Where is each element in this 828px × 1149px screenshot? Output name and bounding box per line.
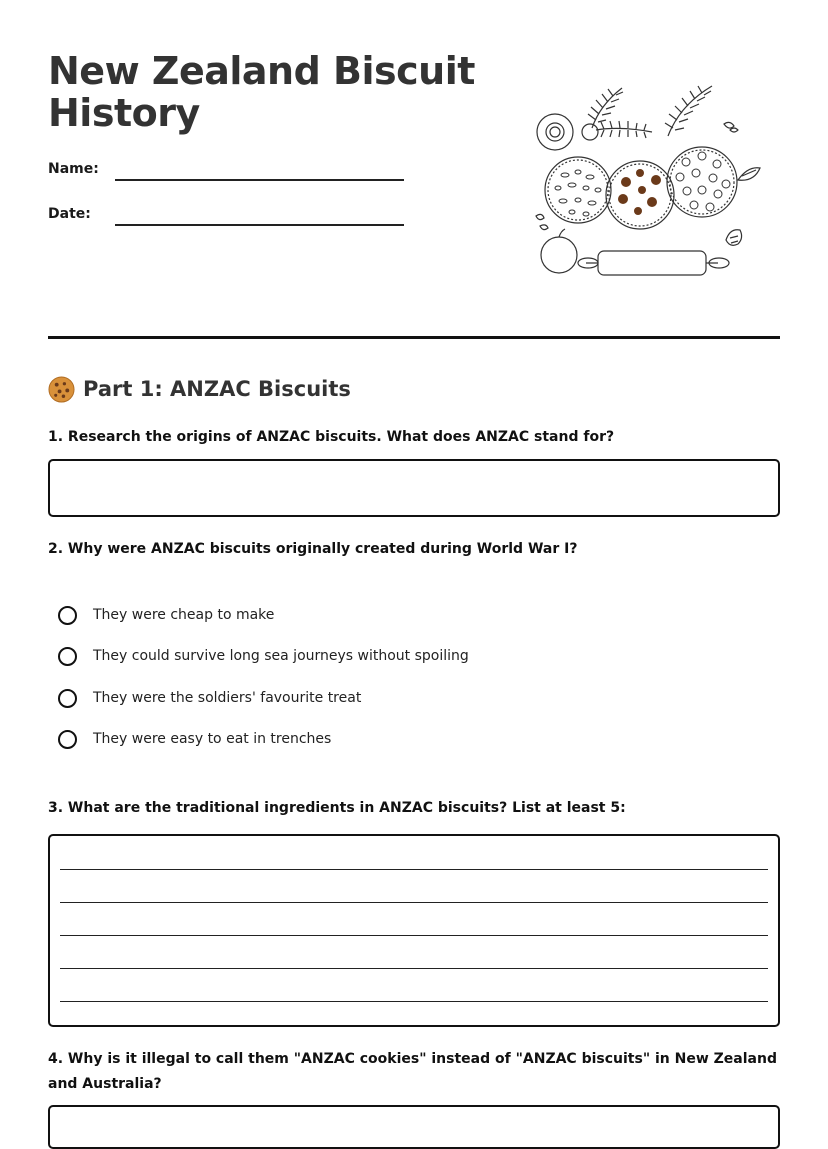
writing-line bbox=[60, 869, 768, 870]
question-3: 3. What are the traditional ingredients in ANZAC biscuits? List at least 5: bbox=[48, 800, 626, 816]
section-divider bbox=[48, 336, 780, 339]
part1-heading bbox=[48, 374, 351, 404]
radio-button[interactable] bbox=[58, 647, 77, 666]
question-2-option-3[interactable] bbox=[58, 686, 361, 710]
radio-button[interactable] bbox=[58, 689, 77, 708]
question-3-answer-box[interactable] bbox=[48, 834, 780, 1027]
biscuits-illustration-icon bbox=[530, 80, 770, 280]
question-4: 4. Why is it illegal to call them "ANZAC cookies" instead of "ANZAC biscuits" in New Zealand and Australia? bbox=[48, 1051, 777, 1092]
name-field[interactable] bbox=[115, 179, 404, 181]
writing-line bbox=[60, 935, 768, 936]
question-1-answer-box[interactable] bbox=[48, 459, 780, 517]
part1-heading-text: Part 1: ANZAC Biscuits bbox=[83, 377, 351, 401]
cookie-icon bbox=[48, 376, 75, 403]
page-title: New Zealand Biscuit History bbox=[48, 49, 475, 135]
question-2-option-2[interactable] bbox=[58, 644, 469, 668]
question-1: 1. Research the origins of ANZAC biscuits. What does ANZAC stand for? bbox=[48, 429, 615, 445]
date-field[interactable] bbox=[115, 224, 404, 226]
question-2-option-1[interactable] bbox=[58, 603, 274, 627]
date-field-row bbox=[48, 205, 408, 229]
name-label: Name: bbox=[48, 161, 99, 177]
name-field-row bbox=[48, 160, 408, 184]
question-4-answer-box[interactable] bbox=[48, 1105, 780, 1149]
option-label: They were the soldiers' favourite treat bbox=[93, 690, 362, 706]
writing-line bbox=[60, 1001, 768, 1002]
writing-line bbox=[60, 968, 768, 969]
question-2: 2. Why were ANZAC biscuits originally created during World War I? bbox=[48, 541, 578, 557]
radio-button[interactable] bbox=[58, 730, 77, 749]
question-2-option-4[interactable] bbox=[58, 727, 331, 751]
date-label: Date: bbox=[48, 206, 91, 222]
worksheet-page bbox=[48, 0, 780, 1118]
option-label: They could survive long sea journeys without spoiling bbox=[93, 648, 469, 664]
option-label: They were easy to eat in trenches bbox=[93, 731, 332, 747]
radio-button[interactable] bbox=[58, 606, 77, 625]
writing-line bbox=[60, 902, 768, 903]
option-label: They were cheap to make bbox=[93, 607, 275, 623]
